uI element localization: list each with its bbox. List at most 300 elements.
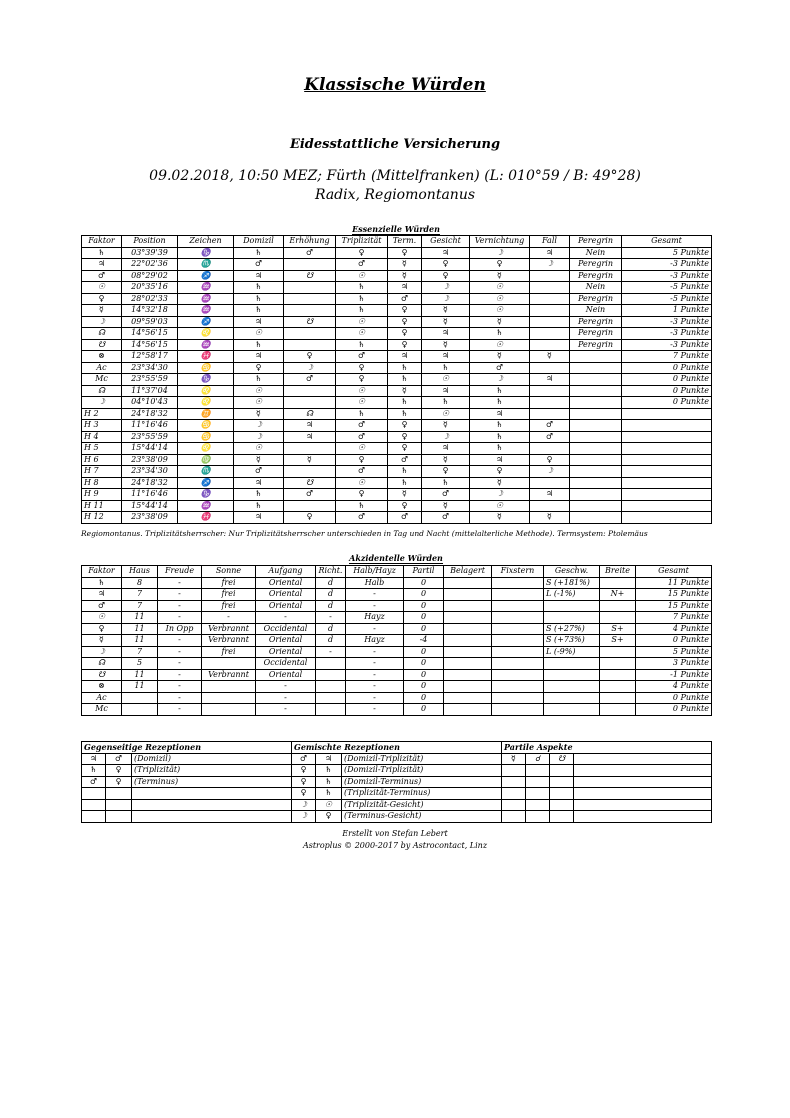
table-cell: ♄: [82, 247, 122, 259]
table-cell: ♃: [82, 589, 122, 601]
table-cell: ♂: [388, 293, 422, 305]
table-cell: H 9: [82, 489, 122, 501]
table-cell: ♂: [336, 420, 388, 432]
table-cell: [600, 692, 636, 704]
table-cell: ♄: [470, 385, 530, 397]
table-cell: ☉: [470, 282, 530, 294]
table-cell: -1 Punkte: [636, 669, 712, 681]
table-cell: ♃: [422, 247, 470, 259]
table-cell: ☉: [234, 397, 284, 409]
table-cell: -: [256, 704, 316, 716]
column-header: Faktor: [82, 236, 122, 248]
table-cell: ☿: [388, 489, 422, 501]
table-cell: S (+181%): [544, 577, 600, 589]
planet-cell: [106, 811, 132, 823]
table-cell: 24°18'32: [122, 408, 178, 420]
table-row: [82, 658, 712, 670]
column-header: Aufgang: [256, 566, 316, 578]
table-cell: ♃: [284, 420, 336, 432]
table-row: [82, 765, 712, 777]
table-cell: Halb: [346, 577, 404, 589]
subtitle: Eidesstattliche Versicherung: [289, 137, 501, 152]
table-cell: ♀: [388, 305, 422, 317]
table-cell: Peregrin: [570, 270, 622, 282]
table-cell: ♃: [422, 328, 470, 340]
table-cell: 7: [122, 589, 158, 601]
table-row: [82, 799, 712, 811]
table-cell: ♄: [234, 247, 284, 259]
table-cell: -: [158, 681, 202, 693]
table-cell: 20°35'16: [122, 282, 178, 294]
table-cell: ☿: [82, 635, 122, 647]
table-cell: ☉: [234, 443, 284, 455]
column-header: Partil: [404, 566, 444, 578]
table-cell: H 4: [82, 431, 122, 443]
table-cell: ☉: [336, 270, 388, 282]
table-cell: ♒: [178, 339, 234, 351]
table-cell: [530, 443, 570, 455]
planet-cell: ♂: [106, 753, 132, 765]
table-row: [82, 293, 712, 305]
table-row: [82, 635, 712, 647]
column-header: Haus: [122, 566, 158, 578]
column-header: Richt.: [316, 566, 346, 578]
table-cell: Mc: [82, 704, 122, 716]
chart-dateline: 09.02.2018, 10:50 MEZ; Fürth (Mittelfranken) (L: 010°59 / B: 49°28): [149, 168, 641, 184]
table-cell: 15 Punkte: [636, 600, 712, 612]
table-cell: ☊: [82, 385, 122, 397]
reception-type-cell: (Domizil): [132, 753, 292, 765]
table-cell: [570, 454, 622, 466]
table-cell: ♀: [422, 259, 470, 271]
table-cell: ☉: [336, 385, 388, 397]
table-cell: ☿: [422, 420, 470, 432]
table-cell: -: [256, 681, 316, 693]
table-cell: ♂: [336, 351, 388, 363]
table-cell: 5 Punkte: [622, 247, 712, 259]
table-cell: ♑: [178, 247, 234, 259]
page-title: Klassische Würden: [304, 75, 486, 95]
table-cell: H 5: [82, 443, 122, 455]
table-cell: ☽: [470, 374, 530, 386]
table-cell: -: [346, 681, 404, 693]
table-row: [82, 704, 712, 716]
table-cell: 11: [122, 635, 158, 647]
reception-type-cell: (Terminus-Gesicht): [342, 811, 502, 823]
table-cell: [544, 704, 600, 716]
table-cell: ☽: [530, 259, 570, 271]
table-cell: Nein: [570, 247, 622, 259]
table-cell: [622, 500, 712, 512]
table-cell: [202, 704, 256, 716]
table-cell: [284, 500, 336, 512]
table-cell: ☊: [82, 658, 122, 670]
table-cell: 0 Punkte: [622, 397, 712, 409]
table-cell: ♄: [82, 577, 122, 589]
table-cell: ♑: [178, 374, 234, 386]
table-cell: ♂: [82, 270, 122, 282]
table-cell: ☿: [422, 454, 470, 466]
mixed-receptions-header: Gemischte Rezeptionen: [292, 742, 502, 754]
table-cell: [316, 704, 346, 716]
table-cell: ♄: [388, 477, 422, 489]
table-cell: ♃: [530, 374, 570, 386]
aspect-planet-cell: [502, 776, 526, 788]
table-row: [82, 466, 712, 478]
table-cell: ♃: [284, 431, 336, 443]
table-cell: 3 Punkte: [636, 658, 712, 670]
table-cell: ☿: [530, 351, 570, 363]
table-cell: H 7: [82, 466, 122, 478]
table-cell: [530, 328, 570, 340]
table-cell: 11°16'46: [122, 420, 178, 432]
table-cell: -: [202, 612, 256, 624]
planet-cell: ♀: [292, 788, 316, 800]
table-row: [82, 339, 712, 351]
table-cell: L (-1%): [544, 589, 600, 601]
table-cell: Nein: [570, 282, 622, 294]
table-cell: ♄: [336, 500, 388, 512]
table-row: [82, 788, 712, 800]
table-cell: -5 Punkte: [622, 293, 712, 305]
table-row: [82, 316, 712, 328]
table-cell: [316, 692, 346, 704]
table-row: [82, 776, 712, 788]
table-cell: [544, 681, 600, 693]
planet-cell: ☽: [292, 811, 316, 823]
table-cell: -3 Punkte: [622, 339, 712, 351]
table-row: [82, 408, 712, 420]
table-cell: ♍: [178, 454, 234, 466]
table-cell: d: [316, 635, 346, 647]
table-cell: ☋: [82, 339, 122, 351]
table-cell: ☿: [234, 408, 284, 420]
table-cell: ♂: [336, 259, 388, 271]
table-cell: 0: [404, 669, 444, 681]
table-cell: 0 Punkte: [622, 374, 712, 386]
table-cell: ☉: [336, 316, 388, 328]
table-row: [82, 443, 712, 455]
table-cell: ☉: [470, 339, 530, 351]
table-row: [82, 362, 712, 374]
table-cell: [444, 600, 492, 612]
table-cell: [570, 374, 622, 386]
accidental-dignities-table: [81, 565, 712, 716]
table-cell: 7 Punkte: [636, 612, 712, 624]
table-cell: Peregrin: [570, 259, 622, 271]
table-cell: ♋: [178, 431, 234, 443]
table-cell: [530, 397, 570, 409]
table-cell: -: [346, 623, 404, 635]
table-cell: ♄: [470, 328, 530, 340]
table-cell: ♂: [82, 600, 122, 612]
table-cell: [492, 577, 544, 589]
table-cell: 0: [404, 658, 444, 670]
table-cell: 11: [122, 681, 158, 693]
table-cell: ♂: [470, 362, 530, 374]
table-cell: ♄: [422, 362, 470, 374]
table-cell: [492, 692, 544, 704]
table-cell: -4: [404, 635, 444, 647]
table-cell: ♄: [470, 420, 530, 432]
table-cell: ♀: [422, 270, 470, 282]
table-cell: 09°59'03: [122, 316, 178, 328]
table-cell: [444, 612, 492, 624]
table-cell: ♄: [234, 339, 284, 351]
table-cell: [492, 681, 544, 693]
table-cell: 23°34'30: [122, 466, 178, 478]
table-row: [82, 489, 712, 501]
table-cell: ♀: [388, 339, 422, 351]
reception-type-cell: (Domizil-Terminus): [342, 776, 502, 788]
table-cell: ♃: [234, 512, 284, 524]
table-cell: ♂: [530, 420, 570, 432]
table-cell: 0: [404, 681, 444, 693]
table-cell: ☿: [388, 259, 422, 271]
table-cell: -: [346, 658, 404, 670]
table-cell: Occidental: [256, 658, 316, 670]
table-cell: ♂: [234, 259, 284, 271]
table-cell: [122, 692, 158, 704]
table-cell: [284, 305, 336, 317]
table-cell: Peregrin: [570, 316, 622, 328]
table-cell: ♄: [336, 305, 388, 317]
table-cell: 0: [404, 646, 444, 658]
table-cell: ♄: [234, 305, 284, 317]
table-cell: ☽: [470, 247, 530, 259]
table-cell: -3 Punkte: [622, 270, 712, 282]
table-cell: [444, 577, 492, 589]
table-cell: [570, 477, 622, 489]
table-cell: Oriental: [256, 600, 316, 612]
table-cell: ♄: [336, 293, 388, 305]
table-cell: [492, 623, 544, 635]
table-cell: ☽: [82, 397, 122, 409]
table-cell: ♂: [336, 512, 388, 524]
aspect-planet-cell: [502, 765, 526, 777]
planet-cell: ♄: [316, 788, 342, 800]
table-cell: ♄: [234, 293, 284, 305]
table-cell: ☿: [530, 512, 570, 524]
table-cell: 23°55'59: [122, 431, 178, 443]
aspect-symbol-cell: [526, 811, 550, 823]
table-cell: H 11: [82, 500, 122, 512]
table-cell: ♃: [388, 282, 422, 294]
planet-cell: [82, 799, 106, 811]
table-cell: -: [158, 589, 202, 601]
table-cell: ☽: [470, 489, 530, 501]
table-cell: ♒: [178, 282, 234, 294]
table-cell: 14°56'15: [122, 328, 178, 340]
table-cell: [284, 339, 336, 351]
table-row: [82, 623, 712, 635]
column-header: Fall: [530, 236, 570, 248]
planet-cell: ♄: [316, 765, 342, 777]
table-cell: [284, 293, 336, 305]
table-cell: Verbrannt: [202, 635, 256, 647]
table-cell: Oriental: [256, 635, 316, 647]
table-cell: ☽: [82, 316, 122, 328]
table-row: [82, 374, 712, 386]
table-cell: Mc: [82, 374, 122, 386]
essential-caption: Essenzielle Würden: [352, 224, 440, 234]
table-cell: [444, 635, 492, 647]
empty-cell: [574, 799, 712, 811]
table-cell: 0 Punkte: [636, 692, 712, 704]
table-cell: -: [158, 692, 202, 704]
table-cell: -: [158, 669, 202, 681]
table-cell: [622, 420, 712, 432]
table-cell: 0: [404, 589, 444, 601]
table-cell: ♃: [530, 247, 570, 259]
table-row: [82, 811, 712, 823]
table-cell: [444, 681, 492, 693]
table-cell: ☉: [336, 477, 388, 489]
radix-line: Radix, Regiomontanus: [314, 187, 476, 203]
table-row: [82, 477, 712, 489]
table-cell: ♃: [470, 454, 530, 466]
table-cell: L (-9%): [544, 646, 600, 658]
table-cell: 24°18'32: [122, 477, 178, 489]
table-cell: Occidental: [256, 623, 316, 635]
planet-cell: ♀: [316, 811, 342, 823]
table-cell: ♐: [178, 270, 234, 282]
table-cell: ☿: [470, 512, 530, 524]
table-cell: ☉: [470, 500, 530, 512]
table-cell: H 2: [82, 408, 122, 420]
planet-cell: ♂: [292, 753, 316, 765]
table-cell: Oriental: [256, 646, 316, 658]
table-cell: 15°44'14: [122, 500, 178, 512]
table-cell: [622, 443, 712, 455]
table-cell: ♐: [178, 316, 234, 328]
table-cell: ☋: [284, 316, 336, 328]
table-cell: [444, 623, 492, 635]
table-cell: -: [158, 612, 202, 624]
table-cell: [444, 692, 492, 704]
table-cell: [600, 704, 636, 716]
table-cell: [492, 635, 544, 647]
table-cell: [284, 443, 336, 455]
table-row: [82, 385, 712, 397]
table-cell: ☊: [284, 408, 336, 420]
table-cell: [284, 385, 336, 397]
column-header: Zeichen: [178, 236, 234, 248]
table-cell: -5 Punkte: [622, 282, 712, 294]
table-cell: -3 Punkte: [622, 316, 712, 328]
table-cell: ♃: [82, 259, 122, 271]
table-cell: H 12: [82, 512, 122, 524]
table-cell: ☋: [284, 270, 336, 282]
table-cell: [530, 305, 570, 317]
column-header: Peregrin: [570, 236, 622, 248]
table-cell: 0: [404, 577, 444, 589]
column-header: Gesicht: [422, 236, 470, 248]
table-cell: d: [316, 600, 346, 612]
table-cell: ☿: [422, 305, 470, 317]
aspect-planet-cell: [550, 799, 574, 811]
table-cell: ♄: [388, 408, 422, 420]
table-cell: -: [346, 600, 404, 612]
reception-type-cell: (Triplizität-Gesicht): [342, 799, 502, 811]
table-cell: 11: [122, 623, 158, 635]
table-cell: [284, 397, 336, 409]
table-cell: [202, 692, 256, 704]
table-cell: Nein: [570, 305, 622, 317]
table-cell: Hayz: [346, 612, 404, 624]
receptions-header-row: [82, 742, 712, 754]
column-header: Halb/Hayz: [346, 566, 404, 578]
table-cell: Ac: [82, 692, 122, 704]
table-row: [82, 397, 712, 409]
table-cell: ♓: [178, 351, 234, 363]
table-cell: [316, 681, 346, 693]
table-cell: ☿: [284, 454, 336, 466]
table-cell: 04°10'43: [122, 397, 178, 409]
table-cell: 0: [404, 612, 444, 624]
table-cell: ♒: [178, 293, 234, 305]
planet-cell: ♀: [106, 776, 132, 788]
table-cell: ♃: [530, 489, 570, 501]
planet-cell: [106, 788, 132, 800]
table-cell: ♀: [530, 454, 570, 466]
table-cell: ☽: [82, 646, 122, 658]
table-cell: [202, 658, 256, 670]
table-cell: ♌: [178, 397, 234, 409]
reception-type-cell: (Domizil-Triplizität): [342, 753, 502, 765]
table-cell: S+: [600, 635, 636, 647]
table-cell: [492, 658, 544, 670]
table-cell: ☊: [82, 328, 122, 340]
table-row: [82, 328, 712, 340]
table-cell: -: [158, 658, 202, 670]
table-cell: Verbrannt: [202, 623, 256, 635]
table-row: [82, 431, 712, 443]
table-cell: [600, 600, 636, 612]
table-cell: -: [256, 612, 316, 624]
table-cell: N+: [600, 589, 636, 601]
table-cell: [530, 500, 570, 512]
table-cell: ♄: [234, 282, 284, 294]
table-cell: 7 Punkte: [622, 351, 712, 363]
table-cell: [600, 658, 636, 670]
table-row: [82, 612, 712, 624]
table-cell: ☋: [82, 669, 122, 681]
table-row: [82, 692, 712, 704]
table-cell: [622, 454, 712, 466]
table-cell: ☉: [470, 305, 530, 317]
table-cell: ♌: [178, 385, 234, 397]
table-cell: ♄: [422, 397, 470, 409]
footer-copyright: Astroplus © 2000-2017 by Astrocontact, Linz: [302, 841, 488, 850]
table-cell: H 3: [82, 420, 122, 432]
table-cell: 23°34'30: [122, 362, 178, 374]
table-cell: 4 Punkte: [636, 681, 712, 693]
table-cell: -: [158, 704, 202, 716]
table-cell: [530, 385, 570, 397]
table-cell: ♐: [178, 477, 234, 489]
planet-cell: ☽: [292, 799, 316, 811]
table-cell: [622, 477, 712, 489]
table-cell: ♀: [336, 374, 388, 386]
table-cell: ♄: [234, 374, 284, 386]
table-cell: ♀: [388, 443, 422, 455]
table-cell: 0: [404, 692, 444, 704]
table-cell: 23°55'59: [122, 374, 178, 386]
reception-type-cell: [132, 811, 292, 823]
planet-cell: [82, 811, 106, 823]
table-cell: ♃: [234, 477, 284, 489]
